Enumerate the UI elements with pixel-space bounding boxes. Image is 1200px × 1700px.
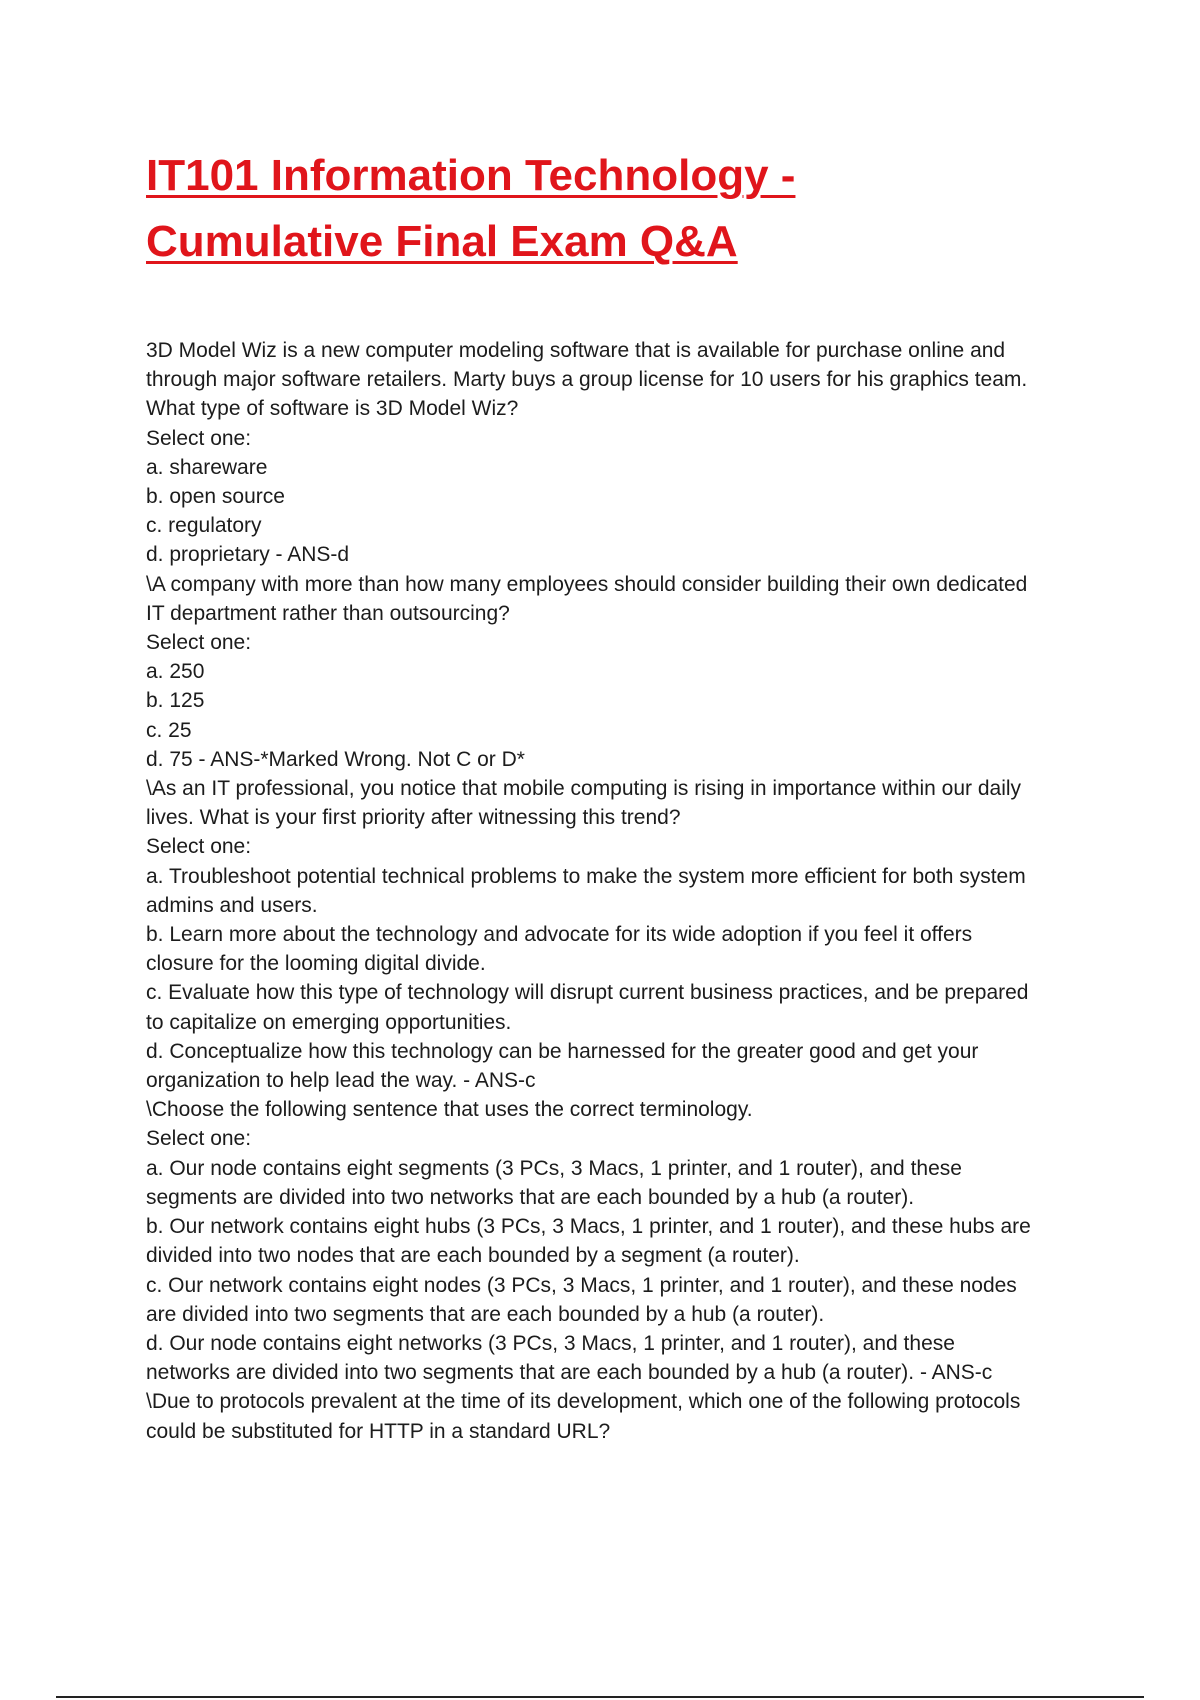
text-line: c. 25	[146, 718, 192, 742]
text-line: Select one:	[146, 631, 252, 655]
text-line: \Choose the following sentence that uses the correct terminology.	[146, 1098, 753, 1122]
text-line: c. regulatory	[146, 514, 262, 538]
exam-body	[146, 336, 1086, 1446]
title-line-1: IT101 Information Technology -	[146, 151, 796, 200]
text-line: lives. What is your first priority after witnessing this trend?	[146, 806, 681, 830]
text-line: segments are divided into two networks that are each bounded by a hub (a router).	[146, 1185, 915, 1209]
text-line: could be substituted for HTTP in a standard URL?	[146, 1419, 611, 1443]
text-line: d. Conceptualize how this technology can be harnessed for the greater good and get your	[146, 1039, 979, 1063]
text-line: What type of software is 3D Model Wiz?	[146, 397, 519, 421]
text-line: \As an IT professional, you notice that mobile computing is rising in importance within our daily	[146, 777, 1022, 801]
page-title	[146, 143, 1126, 275]
text-line: networks are divided into two segments that are each bounded by a hub (a router). - ANS-c	[146, 1361, 993, 1385]
text-line: Select one:	[146, 835, 252, 859]
text-line: d. 75 - ANS-*Marked Wrong. Not C or D*	[146, 747, 525, 771]
text-line: c. Evaluate how this type of technology will disrupt current business practices, and be prepared	[146, 981, 1029, 1005]
text-line: 3D Model Wiz is a new computer modeling software that is available for purchase online and	[146, 339, 1006, 362]
text-line: d. Our node contains eight networks (3 PCs, 3 Macs, 1 printer, and 1 router), and these	[146, 1331, 955, 1355]
text-line: c. Our network contains eight nodes (3 PCs, 3 Macs, 1 printer, and 1 router), and these nodes	[146, 1273, 1017, 1297]
text-line: organization to help lead the way. - ANS-c	[146, 1069, 536, 1093]
text-line: a. Our node contains eight segments (3 PCs, 3 Macs, 1 printer, and 1 router), and these	[146, 1156, 962, 1180]
text-line: admins and users.	[146, 893, 318, 917]
text-line: b. 125	[146, 689, 205, 713]
text-line: Select one:	[146, 1127, 252, 1151]
text-line: b. open source	[146, 485, 285, 509]
text-line: a. Troubleshoot potential technical problems to make the system more efficient for both system	[146, 864, 1026, 888]
text-line: d. proprietary - ANS-d	[146, 543, 350, 567]
text-line: b. Our network contains eight hubs (3 PCs, 3 Macs, 1 printer, and 1 router), and these hubs are	[146, 1215, 1031, 1239]
text-line: b. Learn more about the technology and advocate for its wide adoption if you feel it offers	[146, 923, 973, 947]
text-line: Select one:	[146, 426, 252, 450]
text-line: through major software retailers. Marty buys a group license for 10 users for his graphics team.	[146, 368, 1028, 392]
text-line: closure for the looming digital divide.	[146, 952, 486, 976]
page-bottom-divider	[56, 1696, 1144, 1698]
text-line: to capitalize on emerging opportunities.	[146, 1010, 512, 1034]
title-line-2: Cumulative Final Exam Q&A	[146, 217, 738, 266]
text-line: divided into two nodes that are each bounded by a segment (a router).	[146, 1244, 800, 1268]
text-line: are divided into two segments that are each bounded by a hub (a router).	[146, 1302, 825, 1326]
text-line: \A company with more than how many employees should consider building their own dedicated	[146, 572, 1028, 596]
text-line: \Due to protocols prevalent at the time of its development, which one of the following protocols	[146, 1390, 1021, 1414]
text-line: IT department rather than outsourcing?	[146, 601, 510, 625]
text-line: a. shareware	[146, 455, 268, 479]
text-line: a. 250	[146, 660, 205, 684]
